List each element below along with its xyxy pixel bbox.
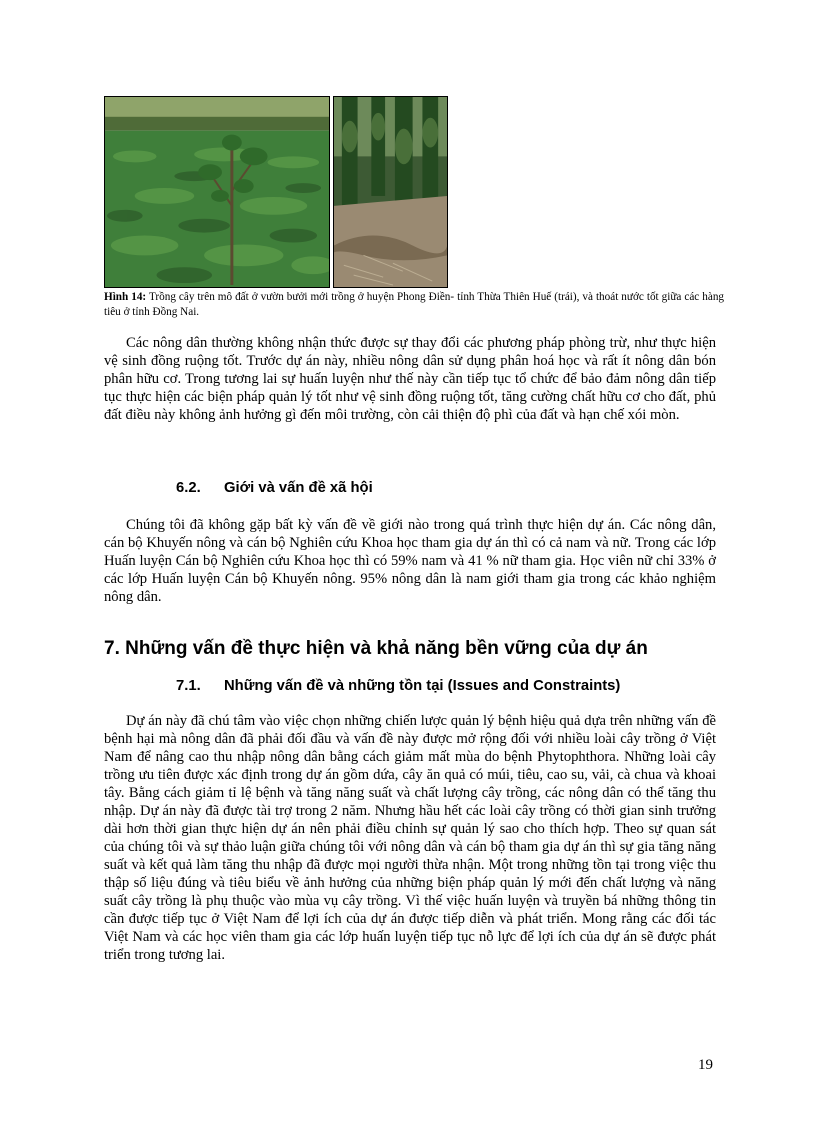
figure-label: Hình 14: bbox=[104, 291, 147, 303]
figure-14-photos bbox=[104, 96, 448, 288]
paragraph-issues-constraints: Dự án này đã chú tâm vào việc chọn những chiến lược quản lý bệnh hiệu quả dựa trên những vấn đề bệnh hại mà nông dân đã phải đối đầu và vấn đề này được mở rộng đối với nhiều loài cây trồng ở Việt Nam để nâng cao thu nhập nông dân bằng cách giảm mất mùa do bệnh Phytophthora. Những loài cây trồng ưu tiên được xác định trong dự án gồm dứa, cây ăn quả có múi, tiêu, cao su, vải, cà chua và khoai tây. Bằng cách giảm tỉ lệ bệnh và tăng năng suất và chất lượng cây trồng, các nông dân có thể tăng thu nhập. Dự án này đã được tài trợ trong 2 năm. Nhưng hầu hết các loài cây trồng có thời gian sinh trưởng dài hơn thời gian thực hiện dự án nên phải điều chỉnh sự quản lý sao cho thích hợp. Theo sự quan sát của chúng tôi và sự thảo luận giữa chúng tôi với nông dân và cán bộ tham gia dự án thì sự gia tăng năng suất và kết quả làm tăng thu nhập đã được mọi người thừa nhận. Một trong những tồn tại trong việc thu thập số liệu đúng và tiêu biểu về ảnh hưởng của những biện pháp quản lý mới đến chất lượng và năng suất cây trồng là phụ thuộc vào mùa vụ cây trồng. Vì thế việc huấn luyện và truyền bá những thông tin cần được tiếp tục ở Việt Nam để lợi ích của dự án được tiếp diễn và phát triển. Mong rằng các đối tác Việt Nam và các học viên tham gia các lớp huấn luyện tiếp tục nỗ lực để lợi ích của dự án sẽ được phát triển trong tương lai. bbox=[104, 713, 716, 963]
photo-pomelo-garden bbox=[104, 96, 330, 288]
heading-7: 7. Những vấn đề thực hiện và khả năng bền vững của dự án bbox=[104, 638, 648, 659]
heading-6-2-number: 6.2. bbox=[176, 480, 201, 496]
photo-pepper-rows bbox=[333, 96, 448, 288]
heading-6-2 bbox=[176, 480, 373, 496]
heading-6-2-title: Giới và vấn đề xã hội bbox=[224, 480, 373, 496]
heading-7-1 bbox=[176, 678, 620, 694]
heading-7-1-number: 7.1. bbox=[176, 678, 201, 694]
paragraph-gender-issues: Chúng tôi đã không gặp bất kỳ vấn đề về giới nào trong quá trình thực hiện dự án. Các nông dân, cán bộ Khuyến nông và cán bộ Nghiên cứu Khoa học tham gia dự án thì có cả nam và nữ. Trong các lớp Huấn luyện Cán bộ Nghiên cứu Khoa học thì có 59% nam và 41 % nữ tham gia. Học viên nữ chỉ 33% ở các lớp Huấn luyện Cán bộ Khuyến nông. 95% nông dân là nam giới tham gia trong các khảo nghiệm nông dân. bbox=[104, 517, 716, 605]
paragraph-methods-awareness: Các nông dân thường không nhận thức được sự thay đổi các phương pháp phòng trừ, như thực hiện vệ sinh đồng ruộng tốt. Trước dự án này, nhiều nông dân sử dụng phân hoá học và rất ít nông dân bón phân hữu cơ. Trong tương lai sự huấn luyện như thế này cần tiếp tục tổ chức để bảo đảm nông dân tiếp tục thực hiện các biện pháp quản lý tốt như vệ sinh đồng ruộng tốt, tăng cường chất hữu cơ cho đất, phủ đất điều này không ảnh hưởng gì đến môi trường, còn cải thiện độ phì của đất và hạn chế xói mòn. bbox=[104, 335, 716, 423]
figure-caption-text: Trồng cây trên mô đất ở vườn bưởi mới trồng ở huyện Phong Điền- tỉnh Thừa Thiên Huế (trái), và thoát nước tốt giữa các hàng tiêu ở tỉnh Đồng Nai. bbox=[104, 291, 725, 318]
page-number: 19 bbox=[698, 1057, 713, 1073]
figure-caption bbox=[104, 290, 724, 319]
heading-7-1-title: Những vấn đề và những tồn tại (Issues and Constraints) bbox=[224, 678, 621, 694]
